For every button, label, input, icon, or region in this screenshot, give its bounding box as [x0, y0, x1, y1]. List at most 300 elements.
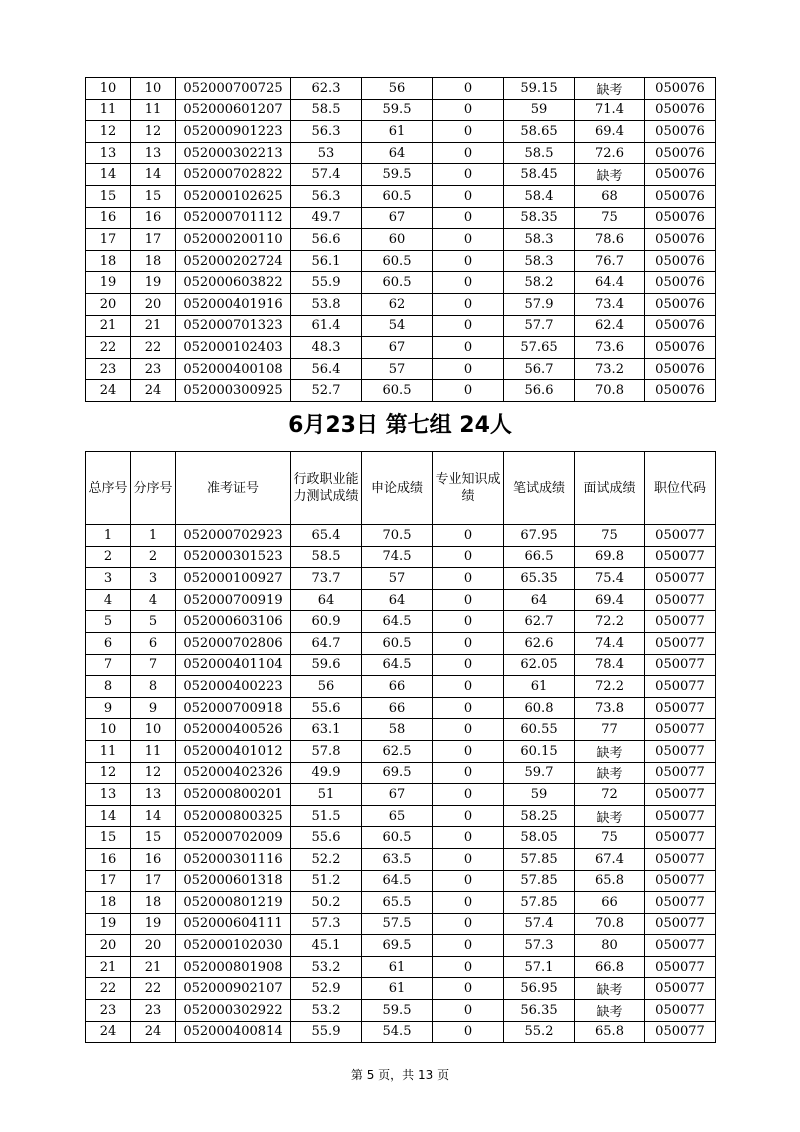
cell-interview-score: 缺考 — [575, 978, 645, 1000]
cell-essay-score: 57 — [362, 568, 433, 590]
cell-sub-seq: 14 — [131, 164, 176, 186]
cell-sub-seq: 12 — [131, 121, 176, 143]
cell-interview-score: 75.4 — [575, 568, 645, 590]
cell-essay-score: 66 — [362, 676, 433, 698]
cell-position-code: 050077 — [645, 719, 716, 741]
cell-interview-score: 75 — [575, 525, 645, 547]
cell-ticket-no: 052000603822 — [176, 272, 291, 294]
cell-interview-score: 66 — [575, 892, 645, 914]
cell-ticket-no: 052000801219 — [176, 892, 291, 914]
cell-ticket-no: 052000701323 — [176, 315, 291, 337]
cell-ticket-no: 052000402326 — [176, 762, 291, 784]
cell-sub-seq: 22 — [131, 337, 176, 359]
cell-interview-score: 62.4 — [575, 315, 645, 337]
cell-aptitude-score: 52.2 — [291, 848, 362, 870]
cell-sub-seq: 15 — [131, 185, 176, 207]
cell-professional-score: 0 — [433, 913, 504, 935]
cell-interview-score: 75 — [575, 827, 645, 849]
cell-sub-seq: 12 — [131, 762, 176, 784]
cell-interview-score: 缺考 — [575, 1000, 645, 1022]
cell-essay-score: 70.5 — [362, 525, 433, 547]
cell-ticket-no: 052000801908 — [176, 956, 291, 978]
cell-professional-score: 0 — [433, 164, 504, 186]
cell-written-score: 60.15 — [504, 740, 575, 762]
cell-essay-score: 64.5 — [362, 870, 433, 892]
header-written-score: 笔试成绩 — [504, 452, 575, 525]
cell-essay-score: 61 — [362, 956, 433, 978]
cell-aptitude-score: 45.1 — [291, 935, 362, 957]
table-row — [86, 913, 716, 935]
cell-written-score: 60.55 — [504, 719, 575, 741]
cell-aptitude-score: 56.3 — [291, 121, 362, 143]
cell-aptitude-score: 51.2 — [291, 870, 362, 892]
cell-ticket-no: 052000701112 — [176, 207, 291, 229]
cell-professional-score: 0 — [433, 676, 504, 698]
cell-sub-seq: 5 — [131, 611, 176, 633]
cell-professional-score: 0 — [433, 293, 504, 315]
cell-aptitude-score: 56.6 — [291, 229, 362, 251]
cell-sub-seq: 18 — [131, 892, 176, 914]
cell-ticket-no: 052000400108 — [176, 358, 291, 380]
cell-sub-seq: 7 — [131, 654, 176, 676]
table-row — [86, 784, 716, 806]
cell-essay-score: 60.5 — [362, 185, 433, 207]
header-aptitude-score: 行政职业能力测试成绩 — [291, 452, 362, 525]
cell-ticket-no: 052000601318 — [176, 870, 291, 892]
cell-aptitude-score: 53.8 — [291, 293, 362, 315]
cell-professional-score: 0 — [433, 697, 504, 719]
cell-position-code: 050076 — [645, 185, 716, 207]
cell-interview-score: 70.8 — [575, 380, 645, 402]
cell-essay-score: 74.5 — [362, 546, 433, 568]
cell-essay-score: 59.5 — [362, 1000, 433, 1022]
cell-essay-score: 64 — [362, 142, 433, 164]
cell-written-score: 59.7 — [504, 762, 575, 784]
cell-professional-score: 0 — [433, 805, 504, 827]
cell-written-score: 59 — [504, 784, 575, 806]
cell-essay-score: 57 — [362, 358, 433, 380]
cell-written-score: 60.8 — [504, 697, 575, 719]
cell-position-code: 050077 — [645, 632, 716, 654]
cell-total-seq: 8 — [86, 676, 131, 698]
cell-position-code: 050077 — [645, 870, 716, 892]
cell-written-score: 57.65 — [504, 337, 575, 359]
cell-position-code: 050076 — [645, 207, 716, 229]
cell-total-seq: 6 — [86, 632, 131, 654]
cell-interview-score: 73.2 — [575, 358, 645, 380]
cell-written-score: 57.85 — [504, 848, 575, 870]
table-row — [86, 611, 716, 633]
table-row — [86, 892, 716, 914]
cell-sub-seq: 13 — [131, 784, 176, 806]
cell-total-seq: 22 — [86, 978, 131, 1000]
table-row — [86, 164, 716, 186]
table-row — [86, 121, 716, 143]
cell-ticket-no: 052000700725 — [176, 78, 291, 100]
cell-aptitude-score: 57.3 — [291, 913, 362, 935]
cell-professional-score: 0 — [433, 935, 504, 957]
table-row — [86, 337, 716, 359]
cell-ticket-no: 052000700919 — [176, 589, 291, 611]
cell-aptitude-score: 56 — [291, 676, 362, 698]
cell-total-seq: 10 — [86, 78, 131, 100]
cell-sub-seq: 20 — [131, 935, 176, 957]
cell-sub-seq: 13 — [131, 142, 176, 164]
cell-position-code: 050077 — [645, 913, 716, 935]
cell-aptitude-score: 65.4 — [291, 525, 362, 547]
cell-ticket-no: 052000300925 — [176, 380, 291, 402]
table-row — [86, 99, 716, 121]
cell-ticket-no: 052000601207 — [176, 99, 291, 121]
cell-essay-score: 62 — [362, 293, 433, 315]
cell-professional-score: 0 — [433, 207, 504, 229]
cell-aptitude-score: 63.1 — [291, 719, 362, 741]
cell-sub-seq: 21 — [131, 315, 176, 337]
cell-aptitude-score: 59.6 — [291, 654, 362, 676]
cell-aptitude-score: 57.4 — [291, 164, 362, 186]
cell-sub-seq: 6 — [131, 632, 176, 654]
cell-essay-score: 56 — [362, 78, 433, 100]
cell-aptitude-score: 62.3 — [291, 78, 362, 100]
table-row — [86, 546, 716, 568]
table-row — [86, 272, 716, 294]
cell-aptitude-score: 64.7 — [291, 632, 362, 654]
cell-aptitude-score: 50.2 — [291, 892, 362, 914]
cell-essay-score: 69.5 — [362, 762, 433, 784]
table-row — [86, 956, 716, 978]
cell-sub-seq: 16 — [131, 207, 176, 229]
cell-total-seq: 12 — [86, 762, 131, 784]
cell-written-score: 62.05 — [504, 654, 575, 676]
cell-aptitude-score: 56.4 — [291, 358, 362, 380]
cell-total-seq: 20 — [86, 935, 131, 957]
cell-position-code: 050076 — [645, 99, 716, 121]
table-row — [86, 293, 716, 315]
cell-interview-score: 69.8 — [575, 546, 645, 568]
cell-written-score: 58.35 — [504, 207, 575, 229]
cell-total-seq: 14 — [86, 164, 131, 186]
table-row — [86, 358, 716, 380]
header-sub-seq: 分序号 — [131, 452, 176, 525]
table-row — [86, 315, 716, 337]
cell-interview-score: 73.8 — [575, 697, 645, 719]
cell-written-score: 57.7 — [504, 315, 575, 337]
cell-written-score: 58.5 — [504, 142, 575, 164]
cell-total-seq: 1 — [86, 525, 131, 547]
cell-position-code: 050076 — [645, 142, 716, 164]
cell-essay-score: 54.5 — [362, 1021, 433, 1043]
cell-ticket-no: 052000800325 — [176, 805, 291, 827]
cell-interview-score: 65.8 — [575, 1021, 645, 1043]
cell-interview-score: 71.4 — [575, 99, 645, 121]
cell-professional-score: 0 — [433, 546, 504, 568]
cell-ticket-no: 052000102403 — [176, 337, 291, 359]
cell-written-score: 58.45 — [504, 164, 575, 186]
cell-interview-score: 缺考 — [575, 164, 645, 186]
cell-sub-seq: 10 — [131, 78, 176, 100]
cell-professional-score: 0 — [433, 632, 504, 654]
cell-aptitude-score: 53.2 — [291, 956, 362, 978]
cell-professional-score: 0 — [433, 142, 504, 164]
cell-sub-seq: 16 — [131, 848, 176, 870]
cell-professional-score: 0 — [433, 956, 504, 978]
cell-total-seq: 18 — [86, 892, 131, 914]
cell-essay-score: 65.5 — [362, 892, 433, 914]
cell-ticket-no: 052000702009 — [176, 827, 291, 849]
cell-written-score: 58.05 — [504, 827, 575, 849]
cell-position-code: 050077 — [645, 1021, 716, 1043]
cell-interview-score: 67.4 — [575, 848, 645, 870]
table-row — [86, 697, 716, 719]
cell-position-code: 050077 — [645, 525, 716, 547]
table-row — [86, 740, 716, 762]
cell-written-score: 62.7 — [504, 611, 575, 633]
cell-aptitude-score: 56.1 — [291, 250, 362, 272]
cell-position-code: 050076 — [645, 272, 716, 294]
cell-total-seq: 12 — [86, 121, 131, 143]
cell-interview-score: 69.4 — [575, 121, 645, 143]
cell-essay-score: 60.5 — [362, 272, 433, 294]
cell-interview-score: 77 — [575, 719, 645, 741]
cell-written-score: 57.9 — [504, 293, 575, 315]
cell-total-seq: 24 — [86, 1021, 131, 1043]
cell-essay-score: 57.5 — [362, 913, 433, 935]
cell-written-score: 57.1 — [504, 956, 575, 978]
table-row — [86, 632, 716, 654]
cell-position-code: 050077 — [645, 892, 716, 914]
cell-ticket-no: 052000702822 — [176, 164, 291, 186]
table-row — [86, 589, 716, 611]
cell-position-code: 050076 — [645, 293, 716, 315]
cell-position-code: 050077 — [645, 848, 716, 870]
header-essay-score: 申论成绩 — [362, 452, 433, 525]
cell-total-seq: 15 — [86, 185, 131, 207]
cell-aptitude-score: 53 — [291, 142, 362, 164]
cell-total-seq: 20 — [86, 293, 131, 315]
cell-professional-score: 0 — [433, 250, 504, 272]
table-row — [86, 935, 716, 957]
cell-written-score: 58.25 — [504, 805, 575, 827]
cell-ticket-no: 052000200110 — [176, 229, 291, 251]
cell-position-code: 050077 — [645, 589, 716, 611]
cell-essay-score: 62.5 — [362, 740, 433, 762]
header-professional-score: 专业知识成绩 — [433, 452, 504, 525]
cell-aptitude-score: 51 — [291, 784, 362, 806]
cell-sub-seq: 24 — [131, 380, 176, 402]
cell-position-code: 050077 — [645, 546, 716, 568]
cell-interview-score: 78.6 — [575, 229, 645, 251]
cell-total-seq: 17 — [86, 870, 131, 892]
cell-position-code: 050077 — [645, 978, 716, 1000]
cell-interview-score: 72.6 — [575, 142, 645, 164]
cell-written-score: 65.35 — [504, 568, 575, 590]
table-row — [86, 142, 716, 164]
cell-written-score: 57.85 — [504, 870, 575, 892]
cell-interview-score: 73.6 — [575, 337, 645, 359]
cell-total-seq: 18 — [86, 250, 131, 272]
cell-aptitude-score: 49.7 — [291, 207, 362, 229]
cell-essay-score: 58 — [362, 719, 433, 741]
cell-essay-score: 67 — [362, 337, 433, 359]
table-row — [86, 676, 716, 698]
cell-aptitude-score: 60.9 — [291, 611, 362, 633]
cell-sub-seq: 2 — [131, 546, 176, 568]
cell-sub-seq: 10 — [131, 719, 176, 741]
cell-position-code: 050077 — [645, 827, 716, 849]
cell-written-score: 67.95 — [504, 525, 575, 547]
cell-ticket-no: 052000400814 — [176, 1021, 291, 1043]
cell-total-seq: 16 — [86, 848, 131, 870]
cell-professional-score: 0 — [433, 784, 504, 806]
cell-interview-score: 76.7 — [575, 250, 645, 272]
cell-position-code: 050076 — [645, 250, 716, 272]
cell-professional-score: 0 — [433, 1000, 504, 1022]
table-row — [86, 568, 716, 590]
cell-aptitude-score: 55.6 — [291, 697, 362, 719]
cell-sub-seq: 11 — [131, 740, 176, 762]
cell-essay-score: 66 — [362, 697, 433, 719]
cell-aptitude-score: 64 — [291, 589, 362, 611]
cell-position-code: 050077 — [645, 1000, 716, 1022]
cell-written-score: 57.3 — [504, 935, 575, 957]
cell-sub-seq: 9 — [131, 697, 176, 719]
cell-total-seq: 16 — [86, 207, 131, 229]
cell-professional-score: 0 — [433, 272, 504, 294]
cell-ticket-no: 052000100927 — [176, 568, 291, 590]
cell-interview-score: 68 — [575, 185, 645, 207]
cell-interview-score: 缺考 — [575, 740, 645, 762]
cell-sub-seq: 23 — [131, 358, 176, 380]
cell-professional-score: 0 — [433, 892, 504, 914]
cell-sub-seq: 17 — [131, 870, 176, 892]
table-row — [86, 870, 716, 892]
cell-sub-seq: 24 — [131, 1021, 176, 1043]
cell-sub-seq: 3 — [131, 568, 176, 590]
cell-essay-score: 61 — [362, 121, 433, 143]
cell-written-score: 55.2 — [504, 1021, 575, 1043]
cell-professional-score: 0 — [433, 611, 504, 633]
header-interview-score: 面试成绩 — [575, 452, 645, 525]
cell-essay-score: 60.5 — [362, 632, 433, 654]
cell-aptitude-score: 52.9 — [291, 978, 362, 1000]
page-footer: 第 5 页，共 13 页 — [350, 1068, 450, 1082]
cell-total-seq: 11 — [86, 740, 131, 762]
cell-total-seq: 23 — [86, 1000, 131, 1022]
cell-sub-seq: 20 — [131, 293, 176, 315]
cell-ticket-no: 052000800201 — [176, 784, 291, 806]
cell-interview-score: 64.4 — [575, 272, 645, 294]
cell-interview-score: 66.8 — [575, 956, 645, 978]
cell-ticket-no: 052000603106 — [176, 611, 291, 633]
cell-written-score: 58.3 — [504, 229, 575, 251]
cell-sub-seq: 14 — [131, 805, 176, 827]
table-row — [86, 1021, 716, 1043]
cell-total-seq: 17 — [86, 229, 131, 251]
cell-total-seq: 13 — [86, 142, 131, 164]
cell-professional-score: 0 — [433, 337, 504, 359]
cell-essay-score: 69.5 — [362, 935, 433, 957]
cell-professional-score: 0 — [433, 185, 504, 207]
cell-interview-score: 缺考 — [575, 762, 645, 784]
cell-ticket-no: 052000700918 — [176, 697, 291, 719]
cell-total-seq: 19 — [86, 272, 131, 294]
cell-aptitude-score: 57.8 — [291, 740, 362, 762]
cell-essay-score: 59.5 — [362, 99, 433, 121]
cell-essay-score: 59.5 — [362, 164, 433, 186]
cell-position-code: 050076 — [645, 315, 716, 337]
cell-interview-score: 73.4 — [575, 293, 645, 315]
cell-ticket-no: 052000301523 — [176, 546, 291, 568]
cell-aptitude-score: 58.5 — [291, 99, 362, 121]
cell-written-score: 58.3 — [504, 250, 575, 272]
table-row — [86, 380, 716, 402]
cell-essay-score: 64.5 — [362, 654, 433, 676]
cell-position-code: 050076 — [645, 358, 716, 380]
table-row — [86, 78, 716, 100]
cell-essay-score: 65 — [362, 805, 433, 827]
cell-written-score: 61 — [504, 676, 575, 698]
cell-professional-score: 0 — [433, 78, 504, 100]
cell-professional-score: 0 — [433, 870, 504, 892]
header-ticket-no: 准考证号 — [176, 452, 291, 525]
cell-aptitude-score: 61.4 — [291, 315, 362, 337]
cell-interview-score: 69.4 — [575, 589, 645, 611]
table-row — [86, 250, 716, 272]
cell-aptitude-score: 49.9 — [291, 762, 362, 784]
cell-professional-score: 0 — [433, 719, 504, 741]
cell-ticket-no: 052000401104 — [176, 654, 291, 676]
cell-written-score: 58.2 — [504, 272, 575, 294]
cell-interview-score: 72.2 — [575, 676, 645, 698]
cell-professional-score: 0 — [433, 740, 504, 762]
cell-interview-score: 70.8 — [575, 913, 645, 935]
cell-ticket-no: 052000401012 — [176, 740, 291, 762]
cell-position-code: 050077 — [645, 697, 716, 719]
cell-total-seq: 10 — [86, 719, 131, 741]
cell-aptitude-score: 58.5 — [291, 546, 362, 568]
cell-aptitude-score: 53.2 — [291, 1000, 362, 1022]
cell-essay-score: 60.5 — [362, 827, 433, 849]
cell-sub-seq: 19 — [131, 272, 176, 294]
cell-position-code: 050077 — [645, 676, 716, 698]
cell-position-code: 050076 — [645, 380, 716, 402]
cell-essay-score: 60.5 — [362, 250, 433, 272]
cell-total-seq: 22 — [86, 337, 131, 359]
cell-professional-score: 0 — [433, 568, 504, 590]
cell-sub-seq: 8 — [131, 676, 176, 698]
cell-ticket-no: 052000400526 — [176, 719, 291, 741]
cell-position-code: 050077 — [645, 611, 716, 633]
cell-written-score: 58.4 — [504, 185, 575, 207]
cell-ticket-no: 052000702923 — [176, 525, 291, 547]
cell-ticket-no: 052000102030 — [176, 935, 291, 957]
score-table-group-7 — [85, 451, 716, 1043]
table-row — [86, 185, 716, 207]
cell-professional-score: 0 — [433, 525, 504, 547]
cell-ticket-no: 052000102625 — [176, 185, 291, 207]
cell-aptitude-score: 56.3 — [291, 185, 362, 207]
cell-interview-score: 74.4 — [575, 632, 645, 654]
table-row — [86, 762, 716, 784]
cell-professional-score: 0 — [433, 358, 504, 380]
cell-essay-score: 54 — [362, 315, 433, 337]
cell-aptitude-score: 73.7 — [291, 568, 362, 590]
header-total-seq: 总序号 — [86, 452, 131, 525]
cell-professional-score: 0 — [433, 229, 504, 251]
cell-professional-score: 0 — [433, 380, 504, 402]
cell-written-score: 64 — [504, 589, 575, 611]
cell-ticket-no: 052000400223 — [176, 676, 291, 698]
